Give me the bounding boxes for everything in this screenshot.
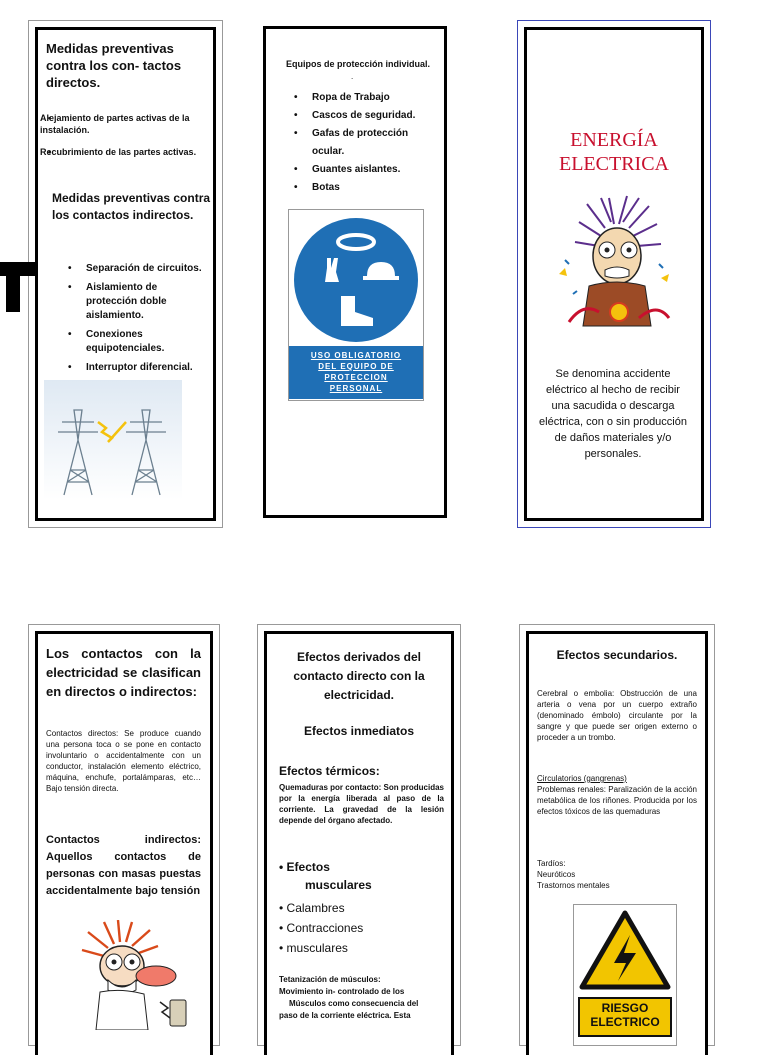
electric-energy-title: ENERGÍA ELECTRICA	[559, 129, 669, 175]
panel-direct-contact-effects	[257, 624, 461, 1046]
list-item: • Botas	[286, 179, 426, 197]
muscular-effects-heading: • Efectos musculares	[279, 860, 372, 892]
direct-contacts-text: Contactos directos: Se produce cuando una persona toca o se pone en contacto involuntario o accidentalmente con un conductor, instalación elemento eléctrico, máquina, enchufe, portalámparas, etc… Bajo tensión directa.	[46, 729, 201, 793]
panel-secondary-effects	[519, 624, 715, 1046]
thermal-effects-text: Quemaduras por contacto: Son producidas por la energía liberada al paso de la corriente. La gravedad de la lesión depende del órgano afectado.	[279, 783, 444, 825]
cerebral-effects-text: Cerebral o embolia: Obstrucción de una arteria o vena por un cuerpo extraño (denominado émbolo) circulante por la sangre y que puede ser origen externo o proceder a un trombo.	[537, 689, 697, 742]
list-item: • Gafas de protección ocular.	[286, 125, 426, 161]
late-effects-list: Tardíos: Neuróticos Trastornos mentales	[537, 859, 610, 890]
classification-heading: Los contactos con la electricidad se clasifican en directos o indirectos:	[46, 646, 201, 699]
list-item: • Separación de circuitos.	[60, 262, 210, 276]
indirect-contacts-text: Contactos indirectos: Aquellos contactos de personas con masas puestas accidentalmente bajo tensión	[46, 834, 201, 897]
list-item: • Conexiones equipotenciales.	[60, 328, 210, 356]
list-item: • Aislamiento de protección doble aislamiento.	[60, 281, 210, 323]
protection-equipment-title: Equipos de protección individual.	[285, 59, 430, 69]
panel-electric-energy	[517, 20, 711, 528]
electrocuted-man-illustration	[549, 194, 679, 342]
panel-contact-classification	[28, 624, 220, 1046]
high-voltage-warning-sign	[573, 904, 677, 1046]
panel-protection-equipment	[263, 26, 447, 518]
direct-effects-title: Efectos derivados del contacto directo con la electricidad.	[293, 650, 425, 702]
list-item: • Ropa de Trabajo	[286, 89, 426, 107]
panel-preventive-measures	[28, 20, 223, 528]
muscular-effects-list	[279, 898, 363, 958]
circulatory-text: Problemas renales: Paralización de la acción metabólica de los riñones. Producida por los efectos tóxicos de las quemaduras	[537, 785, 697, 816]
direct-measures-list	[40, 112, 216, 158]
list-item: • Recubrimiento de las partes activas.	[40, 146, 216, 158]
list-item: • Interruptor diferencial.	[60, 361, 210, 375]
circulatory-heading: Circulatorios (gangrenas)	[537, 774, 627, 783]
list-item: • Calambres	[279, 901, 345, 915]
list-item: • Cascos de seguridad.	[286, 107, 426, 125]
tetanization-text: Tetanización de músculos: Movimiento in- controlado de los Músculos como consecuencia del paso de la corriente eléctrica. Esta	[279, 975, 419, 1020]
separator-dot: .	[351, 72, 354, 81]
cropped-letter-t	[0, 262, 36, 312]
ppe-mandatory-sign	[288, 209, 424, 401]
secondary-effects-title: Efectos secundarios.	[556, 648, 678, 662]
indirect-measures-list	[60, 262, 210, 375]
indirect-measures-title: Medidas preventivas contra los contactos indirectos.	[52, 191, 211, 222]
thermal-effects-heading: Efectos térmicos:	[279, 764, 380, 778]
list-item: • musculares	[279, 941, 348, 955]
direct-measures-title: Medidas preventivas contra los con- tactos directos.	[46, 41, 182, 90]
immediate-effects-subtitle: Efectos inmediatos	[303, 724, 415, 738]
ppe-sign-banner: USO OBLIGATORIO DEL EQUIPO DE PROTECCION PERSONAL	[289, 346, 423, 399]
electrical-risk-label: RIESGO ELECTRICO	[578, 997, 672, 1037]
list-item: • Guantes aislantes.	[286, 161, 426, 179]
electric-accident-definition: Se denomina accidente eléctrico al hecho de recibir una sacudida o descarga eléctrica, con o sin producción de daños materiales y/o personales.	[539, 368, 687, 460]
protection-equipment-list	[286, 89, 426, 197]
shocked-cartoon-illustration	[74, 920, 192, 1030]
list-item: • Alejamiento de partes activas de la instalación.	[40, 112, 216, 136]
list-item: • Contracciones	[279, 921, 364, 935]
electric-towers-illustration	[44, 380, 182, 500]
